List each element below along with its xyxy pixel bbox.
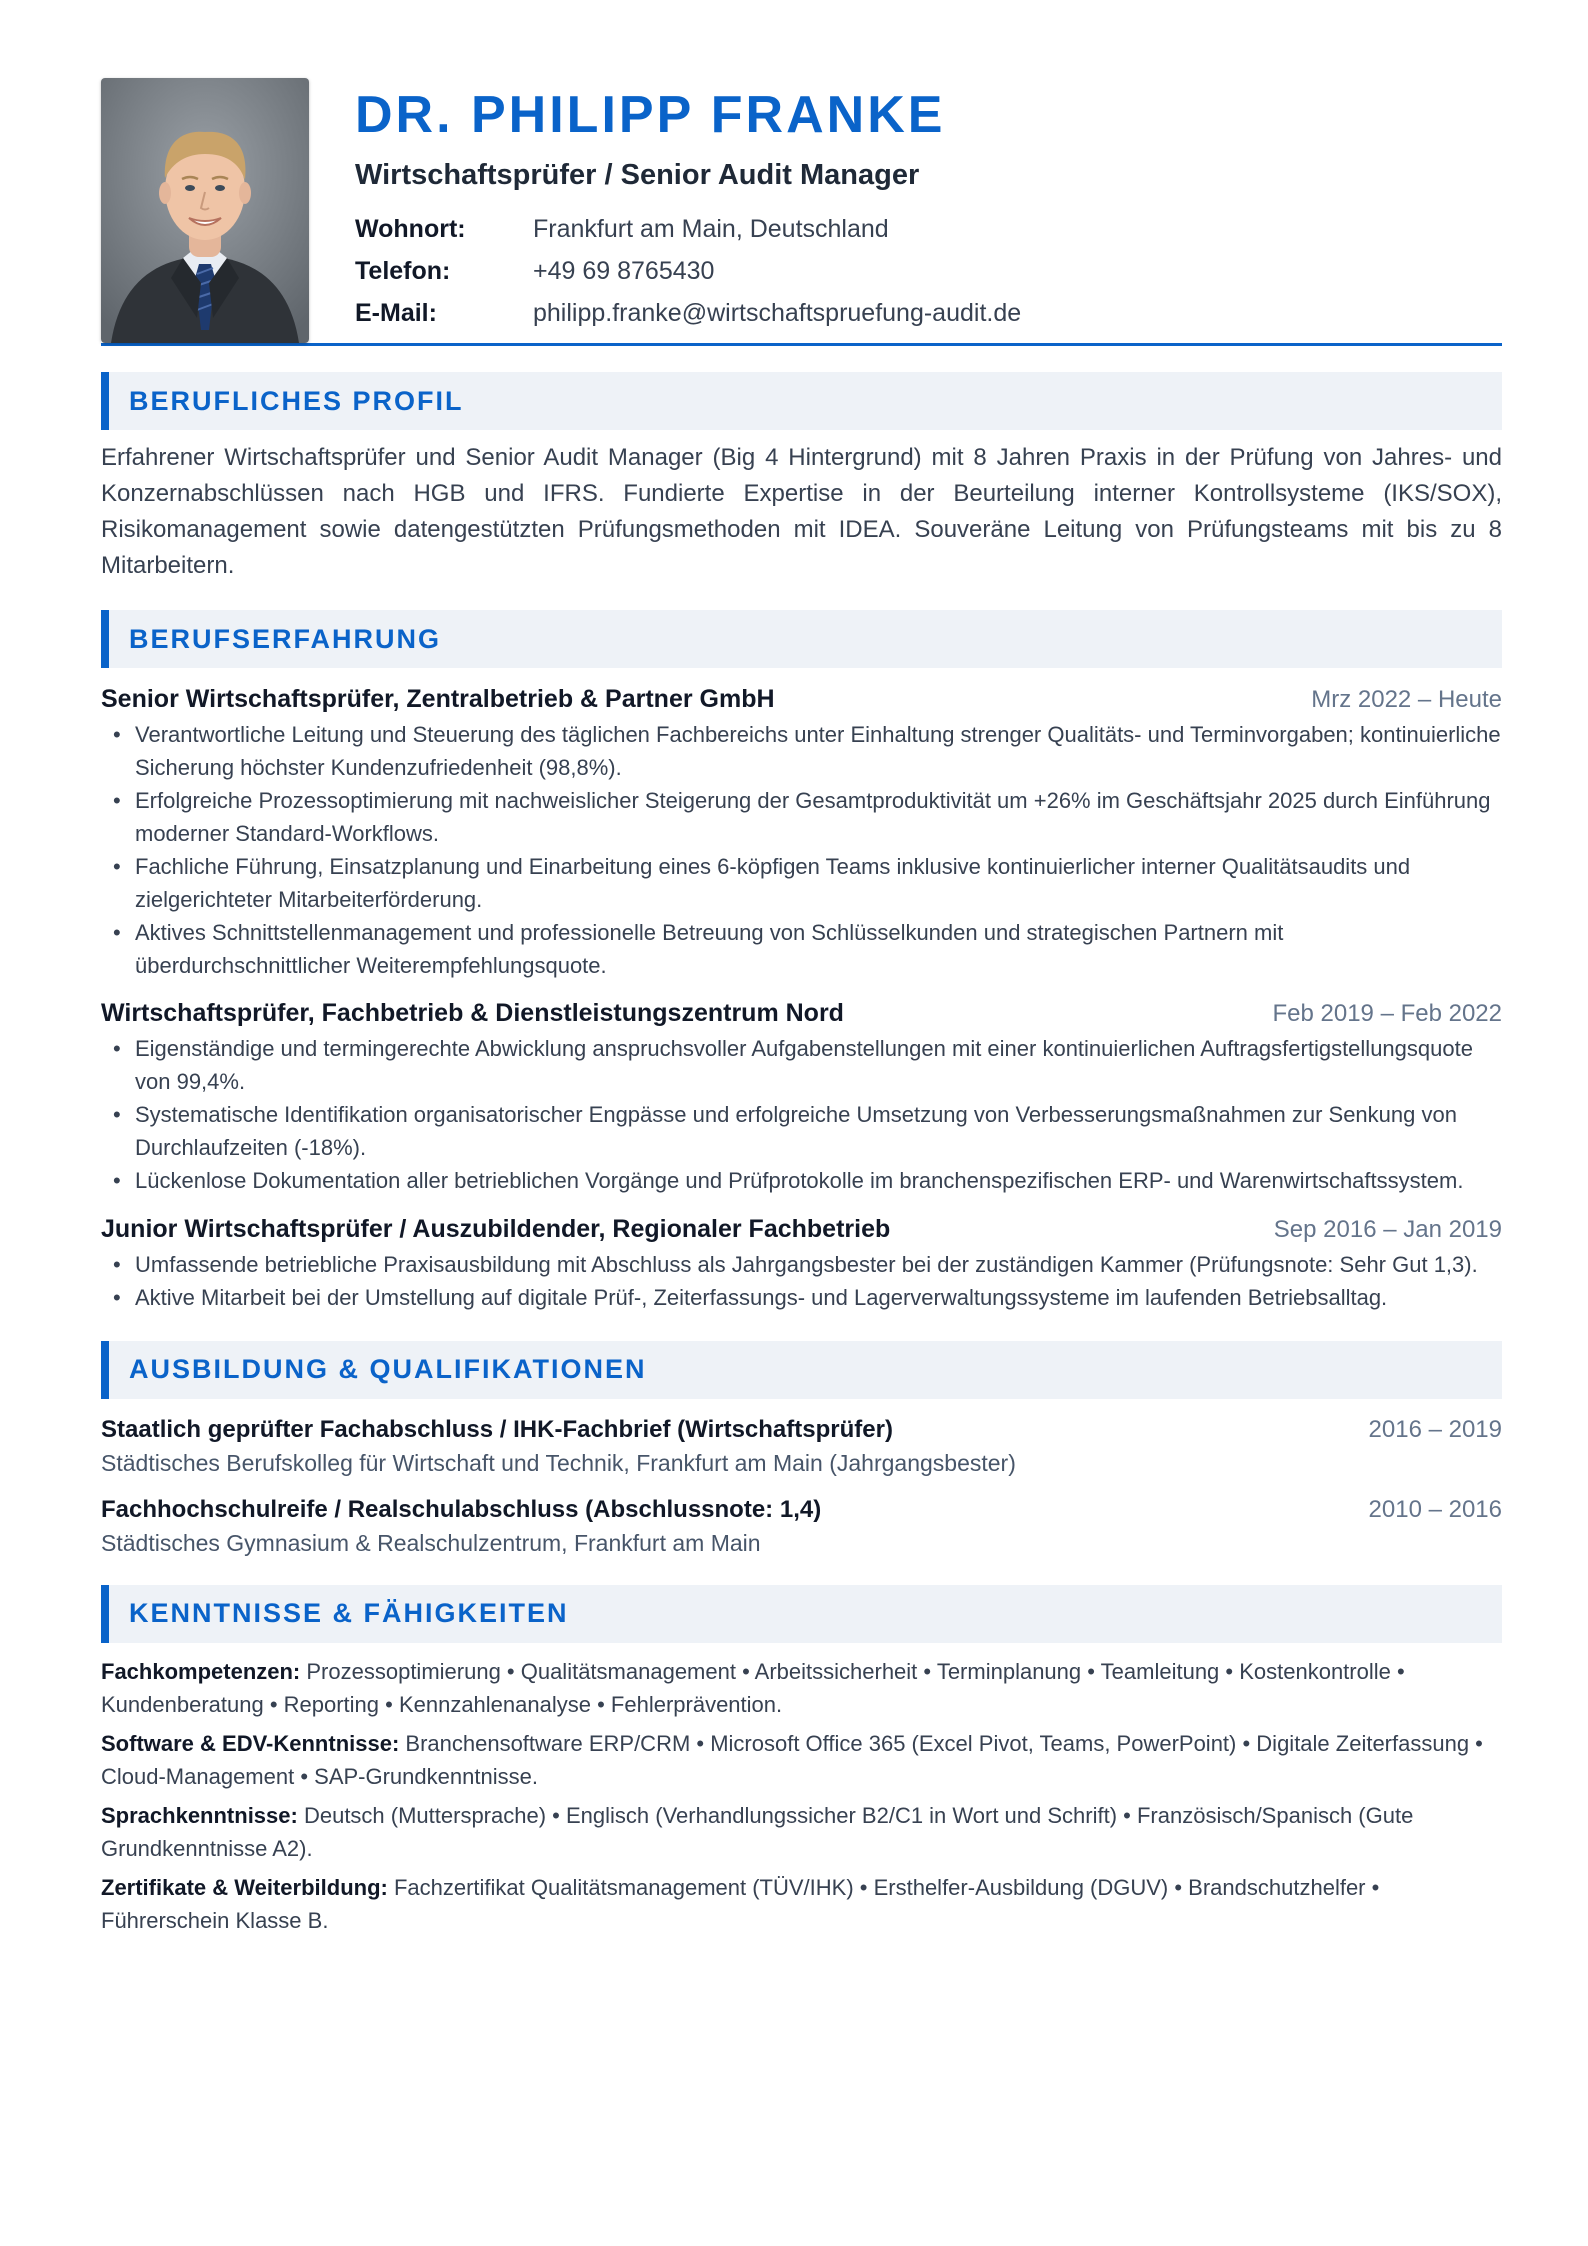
education-header xyxy=(101,1413,1502,1447)
education-entry xyxy=(101,1493,1502,1559)
job-entry xyxy=(101,996,1502,1198)
education-institution: Städtisches Berufskolleg für Wirtschaft und Technik, Frankfurt am Main (Jahrgangsbester) xyxy=(101,1449,1016,1476)
contact-row-email xyxy=(355,292,1021,334)
bullet-item: • Systematische Identifikation organisatorischer Engpässe und erfolgreiche Umsetzung von Verbesserungsmaßnahmen zur Senkung von Durchlaufzeiten (-18%). xyxy=(101,1099,1502,1164)
contact-value: Frankfurt am Main, Deutschland xyxy=(533,215,889,243)
header-info xyxy=(355,78,1021,334)
bullet-item: • Aktives Schnittstellenmanagement und professionelle Betreuung von Schlüsselkunden und strategischen Partnern mit überdurchschnittlicher Weiterempfehlungsquote. xyxy=(101,917,1502,982)
contact-label: Telefon: xyxy=(355,257,451,285)
skill-label: Software & EDV-Kenntnisse: xyxy=(101,1730,400,1756)
education-date: 2016 – 2019 xyxy=(1368,1415,1502,1443)
contact-label: E-Mail: xyxy=(355,299,437,327)
skill-label: Zertifikate & Weiterbildung: xyxy=(101,1874,388,1900)
skill-entry xyxy=(101,1655,1502,1721)
job-bullets xyxy=(101,719,1502,982)
bullet-item: • Fachliche Führung, Einsatzplanung und Einarbeitung eines 6-köpfigen Teams inklusive kontinuierlicher interner Qualitätsaudits und zielgerichteter Mitarbeiterförderung. xyxy=(101,851,1502,916)
job-title: Junior Wirtschaftsprüfer / Auszubildender, Regionaler Fachbetrieb xyxy=(101,1214,891,1243)
skill-text: Deutsch (Muttersprache) • Englisch (Verhandlungssicher B2/C1 in Wort und Schrift) • Französisch/Spanisch (Gute Grundkenntnisse A2). xyxy=(101,1802,1414,1861)
resume-header xyxy=(101,78,1502,346)
section-title-profile: BERUFLICHES PROFIL xyxy=(101,372,1502,430)
job-headline: Wirtschaftsprüfer / Senior Audit Manager xyxy=(355,159,920,191)
section-title-education: AUSBILDUNG & QUALIFIKATIONEN xyxy=(101,1341,1502,1399)
contact-value: philipp.franke@wirtschaftspruefung-audit.de xyxy=(533,299,1022,327)
bullet-item: • Aktive Mitarbeit bei der Umstellung auf digitale Prüf-, Zeiterfassungs- und Lagerverwaltungssysteme im laufenden Betriebsalltag. xyxy=(101,1282,1502,1315)
skill-text: Prozessoptimierung • Qualitätsmanagement • Arbeitssicherheit • Terminplanung • Teamleitung • Kostenkontrolle • Kundenberatung • Reporting • Kennzahlenanalyse • Fehlerprävention. xyxy=(101,1658,1405,1717)
skill-label: Fachkompetenzen: xyxy=(101,1658,301,1684)
education-entry xyxy=(101,1413,1502,1479)
job-header xyxy=(101,996,1502,1031)
contact-details xyxy=(355,208,1021,334)
profile-photo xyxy=(101,78,309,343)
job-bullets xyxy=(101,1033,1502,1198)
contact-row-phone xyxy=(355,250,1021,292)
education-title: Staatlich geprüfter Fachabschluss / IHK-Fachbrief (Wirtschaftsprüfer) xyxy=(101,1415,893,1443)
education-title: Fachhochschulreife / Realschulabschluss (Abschlussnote: 1,4) xyxy=(101,1495,822,1523)
education-date: 2010 – 2016 xyxy=(1368,1495,1502,1523)
contact-value: +49 69 8765430 xyxy=(533,257,715,285)
contact-label: Wohnort: xyxy=(355,215,466,243)
bullet-item: • Lückenlose Dokumentation aller betrieblichen Vorgänge und Prüfprotokolle im branchenspezifischen ERP- und Warenwirtschaftssystem. xyxy=(101,1165,1502,1198)
bullet-item: • Umfassende betriebliche Praxisausbildung mit Abschluss als Jahrgangsbester bei der zuständigen Kammer (Prüfungsnote: Sehr Gut 1,3). xyxy=(101,1249,1502,1282)
job-header xyxy=(101,1212,1502,1247)
job-title: Wirtschaftsprüfer, Fachbetrieb & Dienstleistungszentrum Nord xyxy=(101,999,844,1027)
job-entry xyxy=(101,1212,1502,1315)
job-title: Senior Wirtschaftsprüfer, Zentralbetrieb & Partner GmbH xyxy=(101,685,775,713)
job-date: Sep 2016 – Jan 2019 xyxy=(1273,1215,1502,1243)
skills-list xyxy=(101,1655,1502,1937)
job-header xyxy=(101,682,1502,717)
job-date: Mrz 2022 – Heute xyxy=(1311,686,1502,713)
profile-text: Erfahrener Wirtschaftsprüfer und Senior Audit Manager (Big 4 Hintergrund) mit 8 Jahren Praxis in der Prüfung von Jahres- und Konzernabschlüssen nach HGB und IFRS. Fundierte Expertise in der Beurteilung interner Kontrollsysteme (IKS/SOX), Risikomanagement sowie datengestützten Prüfungsmethoden mit IDEA. Souveräne Leitung von Prüfungsteams mit bis zu 8 Mitarbeitern. xyxy=(101,444,1502,579)
skill-text: Branchensoftware ERP/CRM • Microsoft Office 365 (Excel Pivot, Teams, PowerPoint) • Digitale Zeiterfassung • Cloud-Management • SAP-Grundkenntnisse. xyxy=(101,1730,1483,1789)
contact-row-location xyxy=(355,208,1021,250)
person-name: DR. PHILIPP FRANKE xyxy=(355,86,946,144)
bullet-item: • Verantwortliche Leitung und Steuerung des täglichen Fachbereichs unter Einhaltung strenger Qualitäts- und Terminvorgaben; kontinuierliche Sicherung höchster Kundenzufriedenheit (98,8%). xyxy=(101,719,1502,784)
skill-entry xyxy=(101,1871,1502,1937)
job-date: Feb 2019 – Feb 2022 xyxy=(1272,1000,1502,1027)
skill-text: Fachzertifikat Qualitätsmanagement (TÜV/IHK) • Ersthelfer-Ausbildung (DGUV) • Brandschutzhelfer • Führerschein Klasse B. xyxy=(101,1874,1380,1933)
skill-entry xyxy=(101,1727,1502,1793)
education-institution: Städtisches Gymnasium & Realschulzentrum, Frankfurt am Main xyxy=(101,1529,761,1556)
bullet-item: • Eigenständige und termingerechte Abwicklung anspruchsvoller Aufgabenstellungen mit einer kontinuierlichen Auftragsfertigstellungsquote von 99,4%. xyxy=(101,1033,1502,1098)
skill-entry xyxy=(101,1799,1502,1865)
skill-label: Sprachkenntnisse: xyxy=(101,1802,298,1828)
bullet-item: • Erfolgreiche Prozessoptimierung mit nachweislicher Steigerung der Gesamtproduktivität um +26% im Geschäftsjahr 2025 durch Einführung moderner Standard-Workflows. xyxy=(101,785,1502,850)
section-title-skills: KENNTNISSE & FÄHIGKEITEN xyxy=(101,1585,1502,1643)
job-entry xyxy=(101,682,1502,982)
section-title-experience: BERUFSERFAHRUNG xyxy=(101,610,1502,668)
job-bullets xyxy=(101,1249,1502,1315)
education-header xyxy=(101,1493,1502,1527)
